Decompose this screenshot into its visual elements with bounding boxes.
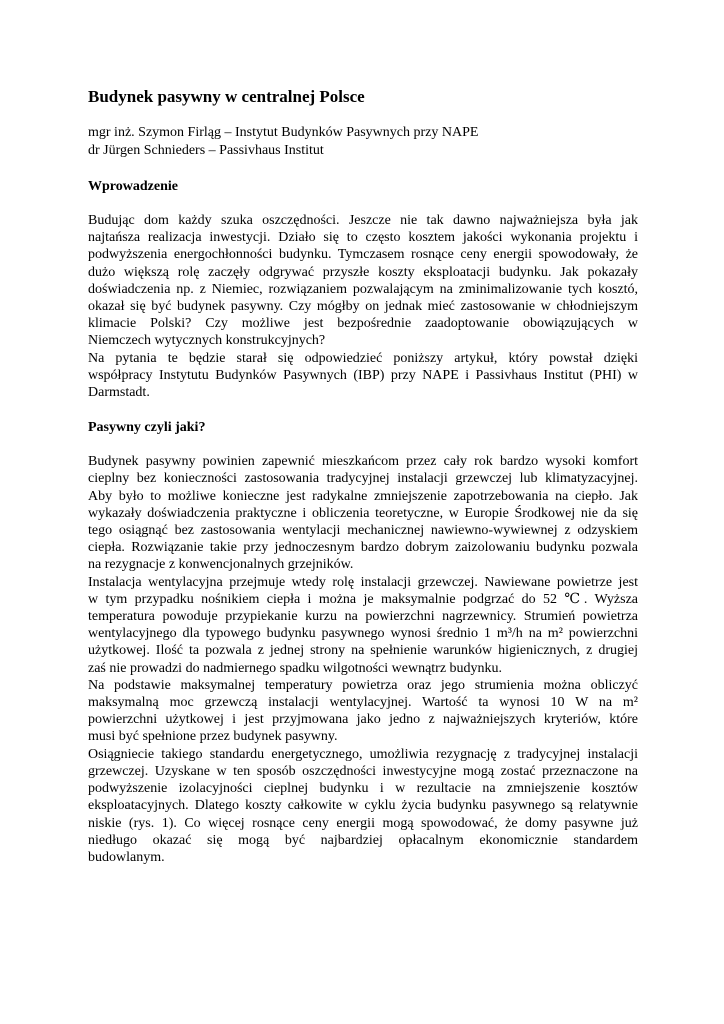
document-page <box>88 86 638 866</box>
text-line: dużo większą rolę zaczęły odgrywać przyszłe koszty eksploatacji budynku. Jak pokazały <box>88 264 638 280</box>
text-line: cieplny bez konieczności zastosowania tradycyjnej instalacji grzewczej lub klimatyzacyjnej. <box>88 471 638 487</box>
text-line: Na podstawie maksymalnej temperatury powietrza oraz jego strumienia można obliczyć <box>88 677 638 693</box>
text-line: Na pytania te będzie starał się odpowiedzieć poniższy artykuł, który powstał dzięki <box>88 350 638 366</box>
text-line: Darmstadt. <box>88 385 150 401</box>
text-line: niedługo okazać się mogą być najbardziej opłacalnym ekonomicznie standardem <box>88 832 638 848</box>
text-line: wykazały doświadczenia praktyczne i obliczenia teoretyczne, w Europie Środkowej nie da się <box>88 505 638 521</box>
paragraph <box>88 746 638 866</box>
text-line: współpracy Instytutu Budynków Pasywnych (IBP) przy NAPE i Passivhaus Institut (PHI) w <box>88 367 638 383</box>
text-line: podwyższenia energochłonności budynku. Tymczasem rosnące ceny energii spowodowały, że <box>88 247 638 263</box>
text-line: wentylacyjnego dla typowego budynku pasywnego wynosi średnio 1 m³/h na m² powierzchni <box>88 626 638 642</box>
text-line: tego osiągnąć bez zastosowania wentylacji mechanicznej nawiewno-wywiewnej z odzyskiem <box>88 523 638 539</box>
paragraph <box>88 677 638 746</box>
text-line: maksymalną moc grzewczą instalacji wentylacyjnej. Wartość ta wynosi 10 W na m² <box>88 695 638 711</box>
section-body-introduction <box>88 212 638 401</box>
text-line: doświadczenia np. z Niemiec, rozwiązaniem pozwalającym na zminimalizowanie tych kosztó, <box>88 281 638 297</box>
text-line: zaś nie prowadzi do nadmiernego spadku wilgotności wewnątrz budynku. <box>88 660 503 676</box>
text-line: okazał się być budynek pasywny. Czy mógłby on jednak mieć zastosowanie w chłodniejszym <box>88 299 638 315</box>
paragraph <box>88 574 638 677</box>
authors-block <box>88 124 638 160</box>
text-line: ciepła. Rozwiązanie takie przy jednoczesnym bardzo dobrym zaizolowaniu budynku pozwala <box>88 540 638 556</box>
text-line: klimacie Polski? Czy możliwe jest bezpośrednie zaadoptowanie obowiązujących w <box>88 316 638 332</box>
text-line: musi być spełnione przez budynek pasywny. <box>88 729 338 745</box>
text-line: budowlanym. <box>88 849 165 865</box>
paragraph <box>88 453 638 573</box>
text-line: eksploatacyjnych. Dlatego koszty całkowite w cyklu życia budynku pasywnego są relatywnie <box>88 798 638 814</box>
text-line: najtańsza realizacja inwestycji. Działo się to często kosztem jakości wykonania projektu i <box>88 230 638 246</box>
text-line: Osiągniecie takiego standardu energetycznego, umożliwia rezygnację z tradycyjnej instalacji <box>88 746 638 762</box>
text-line: Budując dom każdy szuka oszczędności. Jeszcze nie tak dawno najważniejsza była jak <box>88 213 638 228</box>
text-line: Budynek pasywny powinien zapewnić mieszkańcom przez cały rok bardzo wysoki komfort <box>88 454 638 470</box>
section-body-passive <box>88 453 638 866</box>
text-line: na rezygnacje z konwencjonalnych grzejników. <box>88 557 354 573</box>
section-heading-introduction: Wprowadzenie <box>88 179 178 194</box>
paragraph <box>88 350 638 402</box>
author-line: mgr inż. Szymon Firląg – Instytut Budynków Pasywnych przy NAPE <box>88 125 479 140</box>
text-line: grzewczej. Uzyskane w ten sposób oszczędności inwestycyjne mogą zostać przeznaczone na <box>88 763 638 779</box>
paragraph <box>88 212 638 350</box>
document-title: Budynek pasywny w centralnej Polsce <box>88 87 365 106</box>
author-line: dr Jürgen Schnieders – Passivhaus Institut <box>88 143 324 158</box>
text-line: Niemczech wytycznych konstrukcyjnych? <box>88 333 326 349</box>
text-line: niskie (rys. 1). Co więcej rosnące ceny energii mogą spowodować, że domy pasywne już <box>88 815 638 831</box>
text-line: temperatura powoduje przypiekanie kurzu na powierzchni nagrzewnicy. Strumień powietrza <box>88 609 638 625</box>
text-line: Instalacja wentylacyjna przejmuje wtedy rolę instalacji grzewczej. Nawiewane powietrze jest <box>88 574 638 590</box>
text-line: powierzchni użytkowej i jest przyjmowana jako jedno z najważniejszych kryteriów, które <box>88 712 638 728</box>
text-line: w tym przypadku nośnikiem ciepła i można je maksymalnie podgrzać do 52 ℃. Wyższa <box>88 591 638 607</box>
text-line: Aby było to możliwe konieczne jest radykalne zmniejszenie zapotrzebowania na ciepło. Jak <box>88 488 638 504</box>
text-line: użytkowej. Ilość ta pozwala z jednej strony na spełnienie warunków higienicznych, z drugiej <box>88 643 638 659</box>
text-line: podwyższenie izolacyjności cieplnej budynku i w rezultacie na zmniejszenie kosztów <box>88 781 638 797</box>
section-heading-passive: Pasywny czyli jaki? <box>88 420 206 436</box>
